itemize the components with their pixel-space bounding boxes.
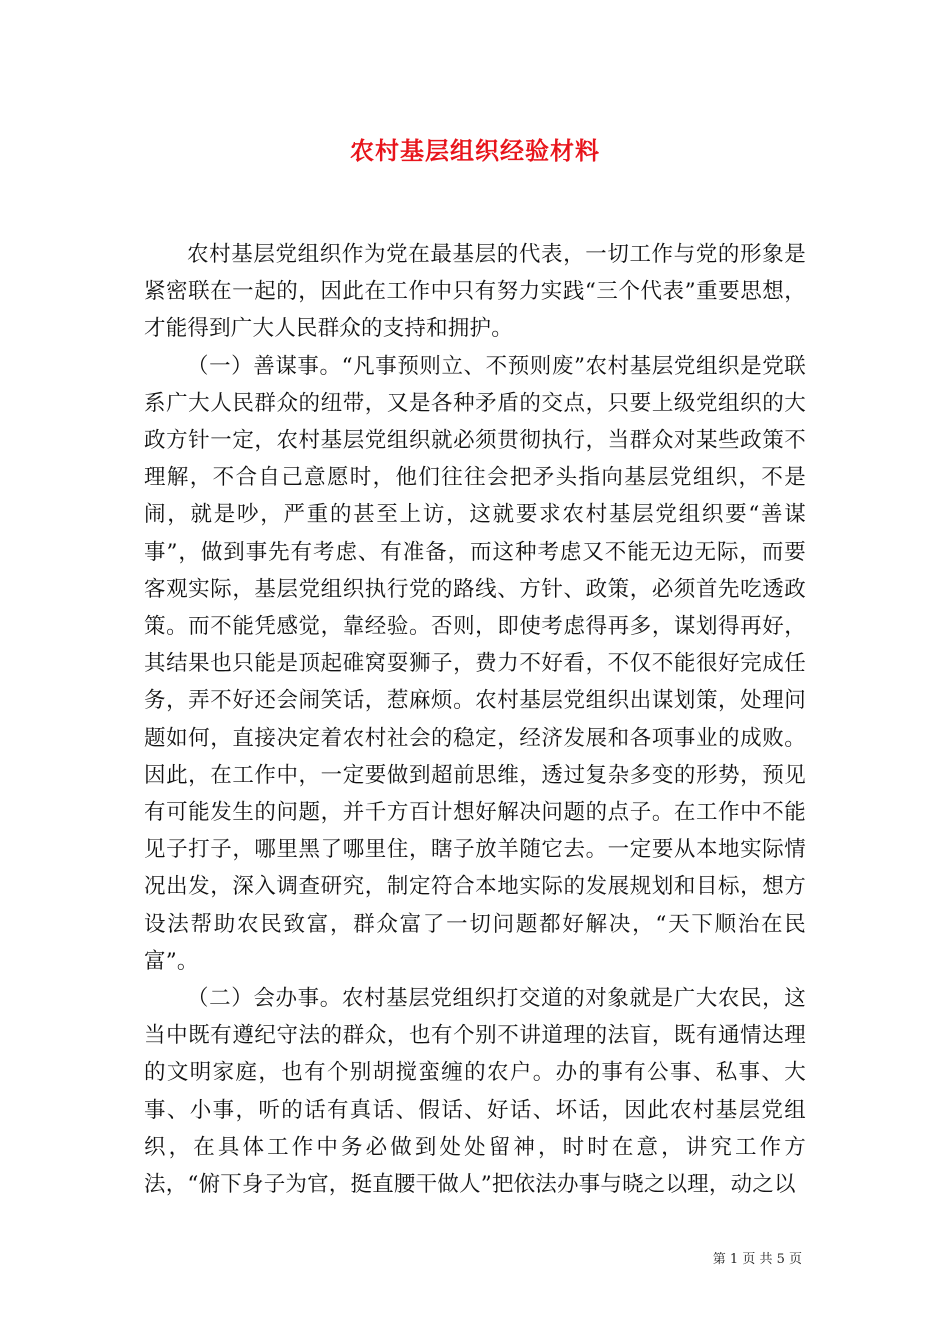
paragraph-intro: 农村基层党组织作为党在最基层的代表，一切工作与党的形象是紧密联在一起的，因此在工作中只有努力实践“三个代表”重要思想，才能得到广大人民群众的支持和拥护。 (144, 242, 806, 342)
paragraph-section-two: （二）会办事。农村基层党组织打交道的对象就是广大农民，这当中既有遵纪守法的群众，也有个别不讲道理的法盲，既有通情达理的文明家庭，也有个别胡搅蛮缠的农户。办的事有公事、私事、大事、小事，听的话有真话、假话、好话、坏话，因此农村基层党组织，在具体工作中务必做到处处留神，时时在意，讲究工作方法，“俯下身子为官，挺直腰干做人”把依法办事与晓之以理，动之以 (144, 986, 806, 1198)
document-body (144, 236, 806, 1203)
page-number: 第 1 页 共 5 页 (712, 1252, 802, 1267)
document-title: 农村基层组织经验材料 (350, 136, 600, 165)
paragraph-section-one: （一）善谋事。“凡事预则立、不预则废”农村基层党组织是党联系广大人民群众的纽带，又是各种矛盾的交点，只要上级党组织的大政方针一定，农村基层党组织就必须贯彻执行，当群众对某些政策不理解，不合自己意愿时，他们往往会把矛头指向基层党组织，不是闹，就是吵，严重的甚至上访，这就要求农村基层党组织要“善谋事”，做到事先有考虑、有准备，而这种考虑又不能无边无际，而要客观实际，基层党组织执行党的路线、方针、政策，必须首先吃透政策。而不能凭感觉，靠经验。否则，即使考虑得再多，谋划得再好，其结果也只能是顶起碓窝耍狮子，费力不好看，不仅不能很好完成任务，弄不好还会闹笑话，惹麻烦。农村基层党组织出谋划策，处理问题如何，直接决定着农村社会的稳定，经济发展和各项事业的成败。因此，在工作中，一定要做到超前思维，透过复杂多变的形势，预见有可能发生的问题，并千方百计想好解决问题的点子。在工作中不能见子打子，哪里黑了哪里住，瞎子放羊随它去。一定要从本地实际情况出发，深入调查研究，制定符合本地实际的发展规划和目标，想方设法帮助农民致富，群众富了一切问题都好解决，“天下顺治在民富”。 (144, 353, 806, 974)
